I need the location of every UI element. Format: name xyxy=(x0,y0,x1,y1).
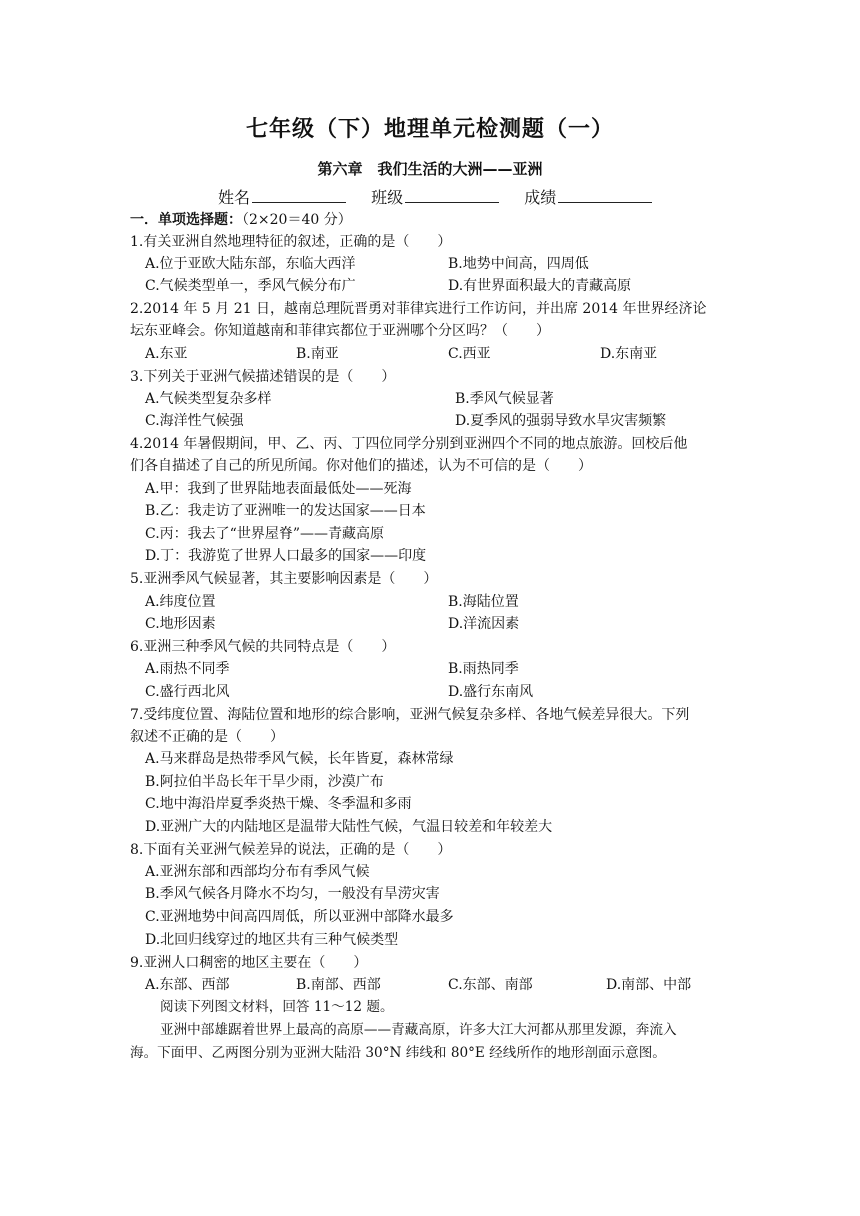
question-8-stem: 8.下面有关亚洲气候差异的说法，正确的是（ ） xyxy=(130,842,452,858)
q2-option-d: D.东南亚 xyxy=(600,346,658,362)
q4-option-c: C.丙：我去了“世界屋脊”——青藏高原 xyxy=(145,526,384,542)
q5-option-c: C.地形因素 xyxy=(145,616,216,632)
q8-option-c: C.亚洲地势中间高四周低，所以亚洲中部降水最多 xyxy=(145,909,454,925)
q9-option-d: D.南部、中部 xyxy=(606,977,692,993)
q9-option-c: C.东部、南部 xyxy=(448,977,533,993)
question-6-stem: 6.亚洲三种季风气候的共同特点是（ ） xyxy=(130,639,396,655)
reading-paragraph-line1: 亚洲中部雄踞着世界上最高的高原——青藏高原，许多大江大河都从那里发源，奔流入 xyxy=(160,1022,677,1038)
q2-option-a: A.东亚 xyxy=(145,346,188,362)
q3-option-a: A.气候类型复杂多样 xyxy=(145,391,272,407)
question-9-stem: 9.亚洲人口稠密的地区主要在（ ） xyxy=(130,955,368,971)
q5-option-d: D.洋流因素 xyxy=(448,616,520,632)
page-title: 七年级（下）地理单元检测题（一） xyxy=(245,117,614,142)
q6-option-a: A.雨热不同季 xyxy=(145,661,230,677)
student-info-row xyxy=(218,185,672,208)
q4-option-d: D.丁：我游览了世界人口最多的国家——印度 xyxy=(145,548,427,564)
q8-option-d: D.北回归线穿过的地区共有三种气候类型 xyxy=(145,932,399,948)
q6-option-b: B.雨热同季 xyxy=(448,661,519,677)
q4-option-b: B.乙：我走访了亚洲唯一的发达国家——日本 xyxy=(145,503,426,519)
chapter-subtitle: 第六章 我们生活的大洲——亚洲 xyxy=(317,160,543,178)
q8-option-b: B.季风气候各月降水不均匀，一般没有旱涝灾害 xyxy=(145,886,440,902)
q7-option-b: B.阿拉伯半岛长年干旱少雨，沙漠广布 xyxy=(145,774,384,790)
section-points: （2×20＝40 分） xyxy=(242,212,352,228)
q1-option-b: B.地势中间高，四周低 xyxy=(448,256,589,272)
q7-option-a: A.马来群岛是热带季风气候，长年皆夏，森林常绿 xyxy=(145,751,454,767)
class-blank[interactable] xyxy=(405,188,499,203)
q8-option-a: A.亚洲东部和西部均分布有季风气候 xyxy=(145,864,370,880)
question-1-stem: 1.有关亚洲自然地理特征的叙述，正确的是（ ） xyxy=(130,234,452,250)
q3-option-b: B.季风气候显著 xyxy=(455,391,554,407)
q5-option-a: A.纬度位置 xyxy=(145,594,216,610)
class-label: 班级 xyxy=(371,188,404,207)
q3-option-c: C.海洋性气候强 xyxy=(145,413,244,429)
q2-option-c: C.西亚 xyxy=(448,346,491,362)
q1-option-d: D.有世界面积最大的青藏高原 xyxy=(448,278,632,294)
name-label: 姓名 xyxy=(218,188,251,207)
section-heading xyxy=(130,209,352,229)
question-5-stem: 5.亚洲季风气候显著，其主要影响因素是（ ） xyxy=(130,571,438,587)
score-blank[interactable] xyxy=(558,188,652,203)
q7-option-c: C.地中海沿岸夏季炎热干燥、冬季温和多雨 xyxy=(145,796,412,812)
question-4-stem-line2: 们各自描述了自己的所见所闻。你对他们的描述，认为不可信的是（ ） xyxy=(130,458,592,474)
q1-option-a: A.位于亚欧大陆东部，东临大西洋 xyxy=(145,256,356,272)
q6-option-d: D.盛行东南风 xyxy=(448,684,534,700)
question-4-stem-line1: 4.2014 年暑假期间，甲、乙、丙、丁四位同学分别到亚洲四个不同的地点旅游。回校后他 xyxy=(130,436,688,452)
question-2-stem-line2: 坛东亚峰会。你知道越南和菲律宾都位于亚洲哪个分区吗？（ ） xyxy=(130,323,550,339)
q9-option-b: B.南部、西部 xyxy=(296,977,381,993)
q6-option-c: C.盛行西北风 xyxy=(145,684,230,700)
q3-option-d: D.夏季风的强弱导致水旱灾害频繁 xyxy=(455,413,667,429)
score-label: 成绩 xyxy=(524,188,557,207)
q9-option-a: A.东部、西部 xyxy=(145,977,230,993)
reading-intro: 阅读下列图文材料，回答 11～12 题。 xyxy=(160,999,394,1015)
q1-option-c: C.气候类型单一，季风气候分布广 xyxy=(145,278,356,294)
q5-option-b: B.海陆位置 xyxy=(448,594,519,610)
q2-option-b: B.南亚 xyxy=(296,346,339,362)
q4-option-a: A.甲：我到了世界陆地表面最低处——死海 xyxy=(145,481,412,497)
question-2-stem-line1: 2.2014 年 5 月 21 日，越南总理阮晋勇对菲律宾进行工作访问，并出席 2014 年世界经济论 xyxy=(130,301,707,317)
reading-paragraph-line2: 海。下面甲、乙两图分别为亚洲大陆沿 30°N 纬线和 80°E 经线所作的地形剖面示意图。 xyxy=(130,1045,666,1061)
question-7-stem-line1: 7.受纬度位置、海陆位置和地形的综合影响，亚洲气候复杂多样、各地气候差异很大。下列 xyxy=(130,707,690,723)
question-7-stem-line2: 叙述不正确的是（ ） xyxy=(130,729,284,745)
question-3-stem: 3.下列关于亚洲气候描述错误的是（ ） xyxy=(130,369,396,385)
section-title: 一．单项选择题： xyxy=(130,212,242,228)
q7-option-d: D.亚洲广大的内陆地区是温带大陆性气候，气温日较差和年较差大 xyxy=(145,819,553,835)
name-blank[interactable] xyxy=(252,188,346,203)
